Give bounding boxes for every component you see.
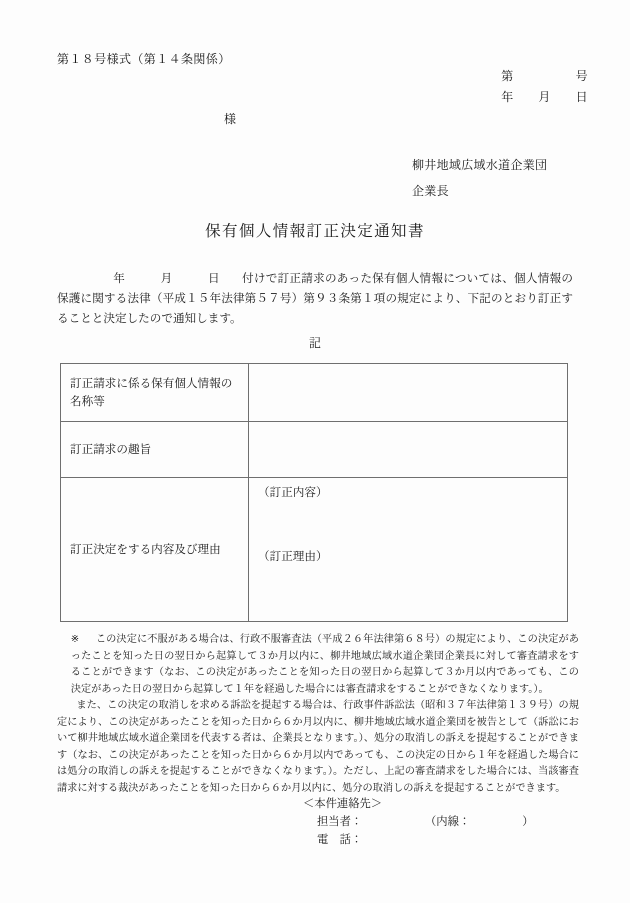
subheading-correction-reason: （訂正理由） [258, 550, 328, 563]
ki-marker: 記 [308, 336, 321, 350]
row-value-request-purpose[interactable] [249, 422, 568, 478]
document-meta-block [501, 66, 588, 108]
contact-person-row [303, 813, 534, 831]
table-row [61, 364, 568, 422]
row-label-information-name: 訂正請求に係る保有個人情報の名称等 [61, 364, 249, 422]
row-label-decision-content-reason: 訂正決定をする内容及び理由 [61, 478, 249, 622]
page-title: 保有個人情報訂正決定通知書 [205, 223, 425, 240]
contact-extension-close: ） [522, 816, 534, 829]
contact-block [303, 795, 534, 849]
footnote-paragraph-1 [57, 632, 579, 698]
row-label-request-purpose: 訂正請求の趣旨 [61, 422, 249, 478]
footnote-block [57, 632, 579, 797]
row-value-decision-content-reason[interactable] [249, 478, 568, 622]
row-value-information-name[interactable] [249, 364, 568, 422]
body-paragraph [57, 269, 573, 329]
subheading-correction-content: （訂正内容） [258, 486, 328, 499]
table-row [61, 422, 568, 478]
contact-phone-label: 電 話： [317, 834, 363, 847]
addressee-suffix: 様 [224, 112, 237, 126]
footnote-paragraph-2: また、この決定の取消しを求める訴訟を提起する場合は、行政事件訴訟法（昭和３７年法律第１３９号）の規定により、この決定があったことを知った日から６か月以内に、柳井地域広域水道企業団を被告として（訴訟において柳井地域広域水道企業団を代表する者は、企業長となります。）、処分の取消しの訴えを提起することができます（なお、この決定があったことを知った日から６か月以内であっても、この決定の日から１年を経過した場合には処分の取消しの訴えを提起することができなくなります。）。ただし、上記の審査請求をした場合には、当該審査請求に対する裁決があったことを知った日から６か月以内に、処分の取消しの訴えを提起することができます。 [57, 700, 579, 794]
correction-decision-table [60, 363, 568, 622]
contact-person-label: 担当者： [317, 816, 363, 829]
footnote-mark: ※ [70, 634, 80, 645]
footnote-paragraph-1-text: この決定に不服がある場合は、行政不服審査法（平成２６年法律第６８号）の規定により、この決定があったことを知った日の翌日から起算して３か月以内に、柳井地域広域水道企業団企業長に対して審査請求をすることができます（なお、この決定があったことを知った日の翌日から起算して３か月以内であっても、この決定があった日の翌日から起算して１年を経過した場合には審査請求をすることができなくなります。）。 [70, 634, 579, 695]
contact-phone-row [303, 831, 534, 849]
form-number: 第１８号様式（第１４条関係） [57, 52, 231, 66]
contact-heading: ＜本件連絡先＞ [303, 798, 383, 810]
table-row [61, 478, 568, 622]
document-date-line: 年 月 日 [501, 90, 588, 104]
body-date-blank: 年 月 日 [113, 272, 220, 285]
contact-extension-label: （内線： [425, 816, 471, 829]
body-paragraph-text: 付けで訂正請求のあった保有個人情報については、個人情報の保護に関する法律（平成１５年法律第５７号）第９３条第１項の規定により、下記のとおり訂正することと決定したので通知します。 [57, 272, 573, 325]
issuer-title: 企業長 [412, 184, 449, 198]
document-number-line: 第 号 [501, 69, 588, 83]
issuer-organization: 柳井地域広域水道企業団 [412, 158, 548, 172]
